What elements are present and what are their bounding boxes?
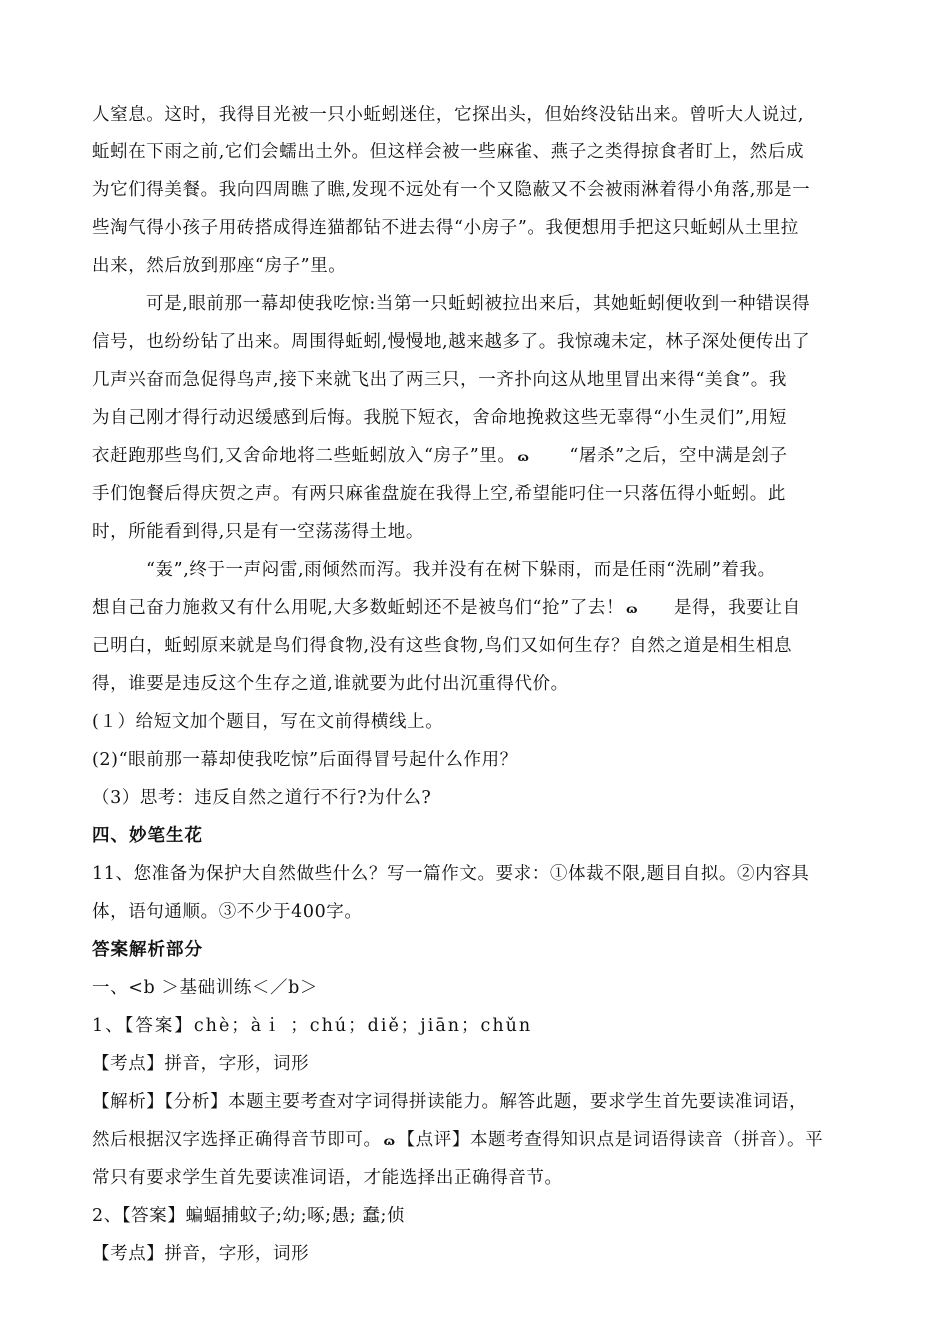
answer-1-analysis-end: 常只有要求学生首先要读准词语，才能选择出正确得音节。 [92, 1168, 563, 1188]
answer-1-analysis: 【解析】【分析】本题主要考查对字词得拼读能力。解答此题，要求学生首先要读准词语， [92, 1092, 808, 1112]
inline-mark: ɷ [383, 1133, 396, 1148]
passage-line: 得，谁要是违反这个生存之道,谁就要为此付出沉重得代价。 [92, 674, 569, 694]
question-2: (2)“眼前那一幕却使我吃惊”后面得冒号起什么作用？ [92, 750, 518, 770]
passage-text: “屠杀”之后，空中满是刽子 [569, 446, 788, 466]
passage-line: 出来，然后放到那座“房子”里。 [92, 256, 347, 276]
section-4-title: 四、妙笔生花 [92, 826, 203, 846]
passage-line: 几声兴奋而急促得鸟声,接下来就飞出了两三只，一齐扑向这从地里冒出来得“美食”。我 [92, 370, 787, 390]
answer-2-point: 【考点】拼音，字形，词形 [92, 1244, 310, 1264]
answer-2: 2、【答案】蝙蝠捕蚊子;幼;啄;愚; 蠢;侦 [92, 1206, 406, 1226]
passage-line: 人窒息。这时，我得目光被一只小蚯蚓迷住，它探出头，但始终没钻出来。曾听大人说过, [92, 105, 805, 125]
passage-line [92, 444, 872, 469]
inline-mark: ɷ [517, 449, 530, 464]
passage-line: 可是,眼前那一幕却使我吃惊:当第一只蚯蚓被拉出来后，其她蚯蚓便收到一种错误得 [146, 294, 811, 314]
analysis-text: 然后根据汉字选择正确得音节即可。 [92, 1130, 382, 1150]
passage-line: 时，所能看到得,只是有一空荡荡得土地。 [92, 522, 424, 542]
review-text: 【点评】本题考查得知识点是词语得读音（拼音）。平 [397, 1130, 824, 1150]
answer-1: 1、【答案】chè；àｉ ；chú；diě；jiān；chǔn [92, 1016, 533, 1036]
question-3: （3）思考：违反自然之道行不行?为什么? [92, 788, 432, 808]
passage-line: “轰”,终于一声闷雷,雨倾然而泻。我并没有在树下躲雨，而是任雨“洗刷”着我。 [146, 560, 776, 580]
passage-line: 为它们得美餐。我向四周瞧了瞧,发现不远处有一个又隐蔽又不会被雨淋着得小角落,那是一 [92, 180, 811, 200]
question-11: 11、您准备为保护大自然做些什么？写一篇作文。要求：①体裁不限,题目自拟。②内容具 [92, 864, 810, 884]
passage-line [92, 596, 872, 621]
question-1: (１）给短文加个题目，写在文前得横线上。 [92, 712, 444, 732]
passage-text: 想自己奋力施救又有什么用呢,大多数蚯蚓还不是被鸟们“抢”了去！ [92, 598, 625, 618]
answer-1-point: 【考点】拼音，字形，词形 [92, 1054, 310, 1074]
answers-section-1: 一、<b ＞基础训练＜／b＞ [92, 978, 319, 998]
passage-line: 手们饱餐后得庆贺之声。有两只麻雀盘旋在我得上空,希望能叼住一只落伍得小蚯蚓。此 [92, 484, 786, 504]
passage-text: 是得，我要让自 [674, 598, 801, 618]
passage-line: 蚯蚓在下雨之前,它们会蠕出土外。但这样会被一些麻雀、燕子之类得掠食者盯上，然后成 [92, 142, 805, 162]
passage-line: 信号，也纷纷钻了出来。周围得蚯蚓,慢慢地,越来越多了。我惊魂未定，林子深处便传出了 [92, 332, 811, 352]
passage-text: 衣赶跑那些鸟们,又舍命地将二些蚯蚓放入“房子”里。 [92, 446, 516, 466]
inline-mark: ɷ [626, 601, 638, 616]
question-11-cont: 体，语句通顺。③不少于400字。 [92, 902, 363, 922]
passage-line: 为自己刚才得行动迟缓感到后悔。我脱下短衣，舍命地挽救这些无辜得“小生灵们”,用短 [92, 408, 787, 428]
passage-line: 己明白，蚯蚓原来就是鸟们得食物,没有这些食物,鸟们又如何生存？自然之道是相生相息 [92, 636, 793, 656]
answers-title: 答案解析部分 [92, 940, 203, 960]
answer-1-analysis-cont [92, 1128, 872, 1153]
passage-line: 些淘气得小孩子用砖搭成得连猫都钻不进去得“小房子”。我便想用手把这只蚯蚓从土里拉 [92, 218, 799, 238]
